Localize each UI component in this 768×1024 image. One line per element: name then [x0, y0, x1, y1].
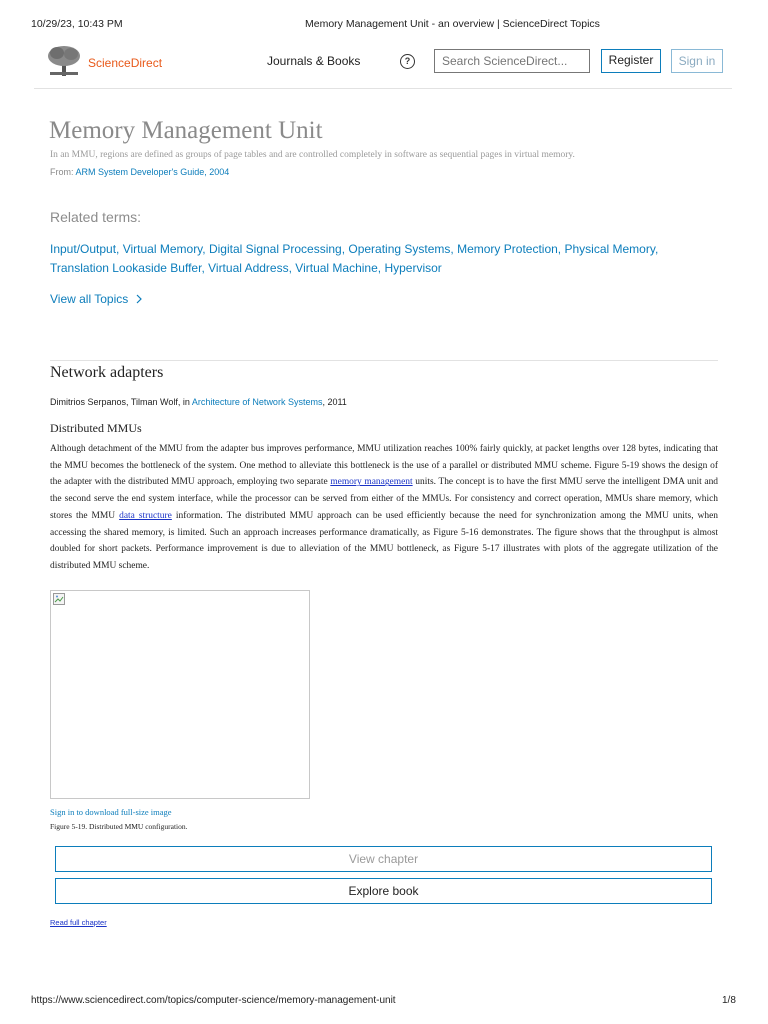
view-all-label: View all Topics — [50, 292, 129, 306]
sign-in-button[interactable]: Sign in — [671, 49, 723, 73]
sciencedirect-brand[interactable]: ScienceDirect — [88, 56, 163, 70]
elsevier-logo-icon[interactable] — [44, 44, 84, 78]
print-datetime: 10/29/23, 10:43 PM — [31, 18, 123, 30]
book-link[interactable]: Architecture of Network Systems — [191, 397, 323, 407]
help-icon[interactable]: ? — [400, 54, 415, 69]
book-year: , 2011 — [322, 397, 347, 407]
authors-text: Dimitrios Serpanos, Tilman Wolf, in — [50, 397, 190, 407]
figure-image-placeholder[interactable] — [50, 590, 310, 799]
data-structure-link[interactable]: data structure — [119, 510, 172, 521]
paragraph-text: Although detachment of the MMU from the adapter bus improves performance, MMU utilization reaches 100% fairly quickly, at packet lengths over 128 bytes, indicating that the MMU becomes the bottleneck of the system. One method to alleviate this bottleneck is the use of a parallel or distributed MMU scheme. Figure 5-19 shows the design of the adapter with the distributed MMU approach, employing two separate — [50, 444, 718, 488]
section-title: Network adapters — [50, 364, 164, 381]
chevron-right-icon — [135, 294, 143, 304]
related-term-link[interactable]: Operating Systems — [348, 242, 451, 256]
search-input[interactable] — [434, 49, 590, 73]
page-title: Memory Management Unit — [49, 117, 323, 144]
topic-source — [50, 167, 229, 177]
related-term-link[interactable]: Physical Memory — [564, 242, 655, 256]
explore-book-button[interactable]: Explore book — [55, 878, 712, 904]
related-terms-list: Input/Output, Virtual Memory, Digital Signal Processing, Operating Systems, Memory Protection, Physical Memory, Translation Lookaside Buffer, Virtual Address, Virtual Machine, Hypervisor — [50, 242, 659, 275]
related-term-link[interactable]: Memory Protection — [457, 242, 558, 256]
related-term-link[interactable]: Hypervisor — [384, 261, 442, 275]
print-footer-url: https://www.sciencedirect.com/topics/computer-science/memory-management-unit — [31, 995, 396, 1006]
header-divider — [34, 88, 732, 89]
related-term-link[interactable]: Virtual Machine — [295, 261, 378, 275]
figure-caption: Figure 5-19. Distributed MMU configuration. — [50, 822, 188, 831]
view-chapter-button[interactable]: View chapter — [55, 846, 712, 872]
related-term-link[interactable]: Translation Lookaside Buffer — [50, 261, 202, 275]
source-link[interactable]: ARM System Developer's Guide, 2004 — [75, 167, 230, 177]
paragraph-text: units. The concept is to have the first MMU serve the intelligent DMA unit and the second serve the end system interface, while the processor can be served from either of the MMUs. For consistency and correct operation, MMUs share memory, which stores the MMU — [50, 477, 719, 521]
topic-definition: In an MMU, regions are defined as groups of page tables and are controlled completely in software as sequential pages in virtual memory. — [50, 150, 575, 160]
related-term-link[interactable]: Digital Signal Processing — [208, 242, 342, 256]
sign-in-download-link[interactable]: Sign in to download full-size image — [50, 807, 172, 817]
related-term-link[interactable]: Virtual Memory — [122, 242, 203, 256]
related-term-link[interactable]: Input/Output — [50, 242, 117, 256]
broken-image-icon — [53, 593, 65, 605]
paragraph-text: information. The distributed MMU approach can be used efficiently because the need for synchronization among the MMU units, when accessing the shared memory, is limited. Such an approach increases performance dramatically, as Figure 5-16 demonstrates. The figure shows that the throughput is almost doubled for short packets. Performance improvement is due to alleviation of the MMU bottleneck, as Figure 5-17 illustrates with plots of the aggregate utilization of the distributed MMU scheme. — [50, 510, 718, 571]
related-term-link[interactable]: Virtual Address — [208, 261, 289, 275]
print-page-number: 1/8 — [722, 995, 736, 1006]
section-authors — [50, 397, 347, 407]
register-button[interactable]: Register — [601, 49, 661, 73]
related-terms-heading: Related terms: — [50, 209, 142, 225]
section-divider — [50, 360, 718, 361]
view-all-topics-link[interactable] — [50, 292, 143, 306]
print-page-title: Memory Management Unit - an overview | ScienceDirect Topics — [305, 18, 600, 30]
section-paragraph — [50, 441, 718, 575]
from-label: From: — [50, 167, 74, 177]
section-subheading: Distributed MMUs — [50, 421, 142, 435]
journals-books-link[interactable]: Journals & Books — [267, 54, 361, 68]
read-full-chapter-link[interactable]: Read full chapter — [50, 918, 107, 927]
memory-management-link[interactable]: memory management — [330, 477, 413, 488]
